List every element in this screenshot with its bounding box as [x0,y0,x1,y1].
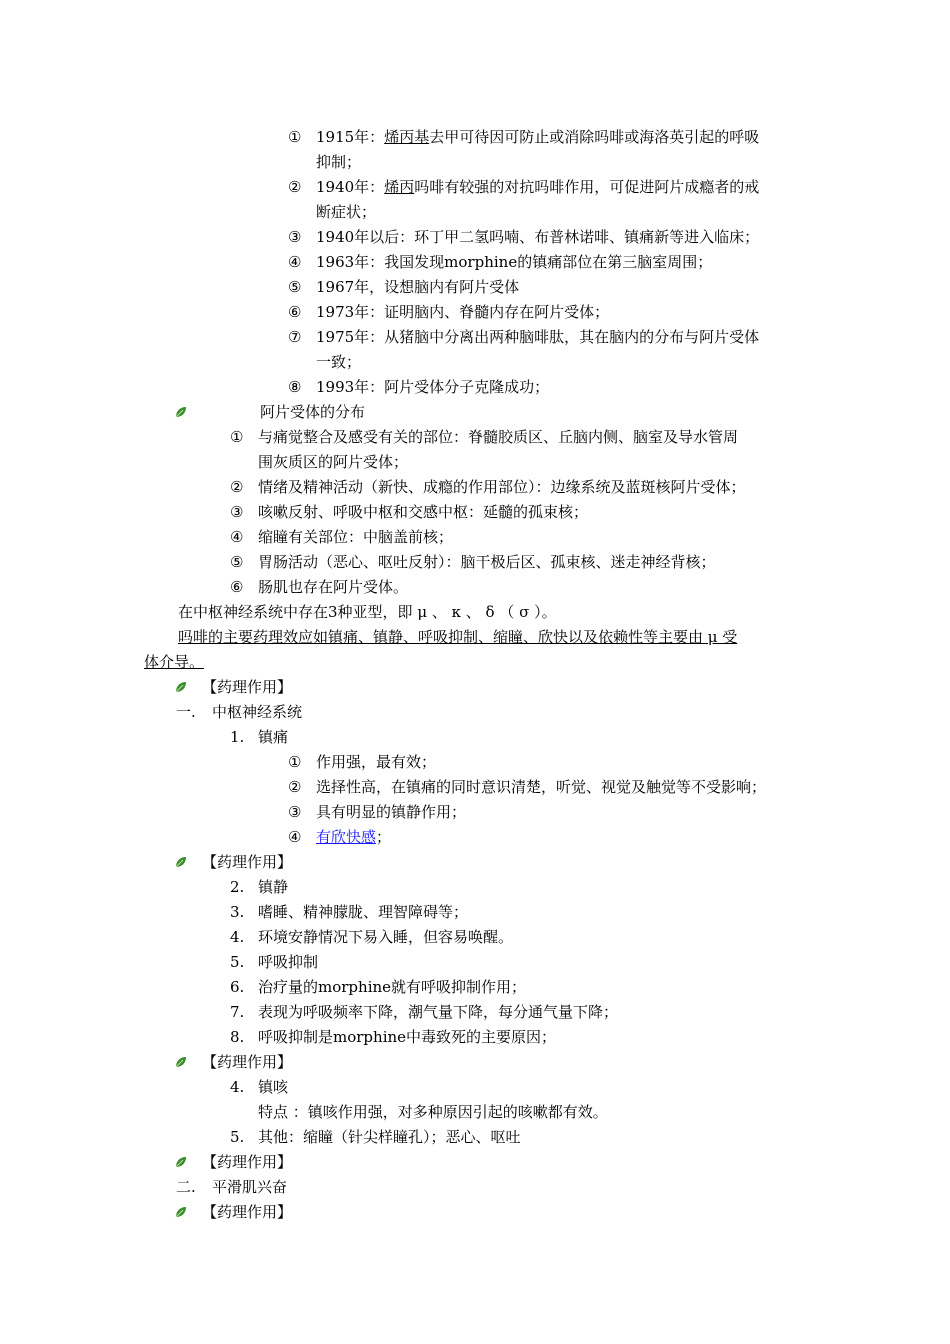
leaf-bullet-icon [174,1055,188,1069]
distribution-item: ⑥ 肠肌也存在阿片受体。 [230,578,409,596]
numbered-item: 5. 其他：缩瞳（针尖样瞳孔）；恶心、呕吐 [230,1128,521,1146]
pharm-heading: 【药理作用】 [202,1153,293,1171]
numbered-item: 3. 嗜睡、精神朦胧、理智障碍等； [230,903,469,921]
section-title-distribution: 阿片受体的分布 [260,403,366,421]
leaf-bullet-icon [174,1155,188,1169]
history-item-cont: 断症状； [316,203,377,221]
pharm-heading: 【药理作用】 [202,678,293,696]
leaf-bullet-icon [174,405,188,419]
history-item-cont: 抑制； [316,153,362,171]
cough-feature: 特点 ：镇咳作用强，对多种原因引起的咳嗽都有效。 [258,1103,608,1121]
distribution-item: ① 与痛觉整合及感受有关的部位：脊髓胶质区、丘脑内侧、脑室及导水管周 [230,428,739,446]
leaf-bullet-icon [174,855,188,869]
euphoria-link[interactable]: 有欣快感 [316,828,377,846]
analgesia-item: ① 作用强，最有效； [288,753,437,771]
distribution-item-cont: 围灰质区的阿片受体； [258,453,409,471]
analgesia-heading: 1. 镇痛 [230,728,289,746]
history-item: ① 1915年：烯丙基去甲可待因可防止或消除吗啡或海洛英引起的呼吸 [288,128,760,146]
numbered-item: 2. 镇静 [230,878,289,896]
pharm-heading: 【药理作用】 [202,853,293,871]
smooth-muscle-heading: 二. 平滑肌兴奋 [176,1178,288,1196]
numbered-item: 4. 镇咳 [230,1078,289,1096]
numbered-item: 7. 表现为呼吸频率下降，潮气量下降，每分通气量下降； [230,1003,619,1021]
history-item: ⑧ 1993年：阿片受体分子克隆成功； [288,378,550,396]
numbered-item: 8. 呼吸抑制是morphine中毒致死的主要原因； [230,1028,557,1046]
numbered-item: 4. 环境安静情况下易入睡，但容易唤醒。 [230,928,514,946]
history-item: ④ 1963年：我国发现morphine的镇痛部位在第三脑室周围； [288,253,713,271]
history-item: ⑤ 1967年，设想脑内有阿片受体 [288,278,520,296]
leaf-bullet-icon [174,680,188,694]
history-item: ② 1940年：烯丙吗啡有较强的对抗吗啡作用，可促进阿片成瘾者的戒 [288,178,760,196]
distribution-item: ② 情绪及精神活动（新快、成瘾的作用部位）：边缘系统及蓝斑核阿片受体； [230,478,746,496]
leaf-bullet-icon [174,1205,188,1219]
main-effects-line1: 吗啡的主要药理效应如镇痛、镇静、呼吸抑制、缩瞳、欣快以及依赖性等主要由 μ 受 [178,628,738,646]
history-item: ③ 1940年以后：环丁甲二氢吗喃、布普林诺啡、镇痛新等进入临床； [288,228,760,246]
numbered-item: 6. 治疗量的morphine就有呼吸抑制作用； [230,978,527,996]
analgesia-item: ③ 具有明显的镇静作用； [288,803,467,821]
subtypes-paragraph: 在中枢神经系统中存在3种亚型，即 μ 、 κ 、 δ （ σ ）。 [178,603,557,621]
analgesia-item: ② 选择性高，在镇痛的同时意识清楚，听觉、视觉及触觉等不受影响； [288,778,767,796]
pharm-heading: 【药理作用】 [202,1203,293,1221]
distribution-item: ④ 缩瞳有关部位：中脑盖前核； [230,528,454,546]
distribution-item: ③ 咳嗽反射、呼吸中枢和交感中枢：延髓的孤束核； [230,503,589,521]
cns-heading: 一. 中枢神经系统 [176,703,303,721]
history-item-cont: 一致； [316,353,362,371]
history-item: ⑥ 1973年：证明脑内、脊髓内存在阿片受体； [288,303,610,321]
history-item: ⑦ 1975年：从猪脑中分离出两种脑啡肽，其在脑内的分布与阿片受体 [288,328,760,346]
numbered-item: 5. 呼吸抑制 [230,953,319,971]
main-effects-line2: 体介导。 [144,653,205,671]
pharm-heading: 【药理作用】 [202,1053,293,1071]
distribution-item: ⑤ 胃肠活动（恶心、呕吐反射）：脑干极后区、孤束核、迷走神经背核； [230,553,716,571]
analgesia-item: ④ 有欣快感； [288,828,392,846]
